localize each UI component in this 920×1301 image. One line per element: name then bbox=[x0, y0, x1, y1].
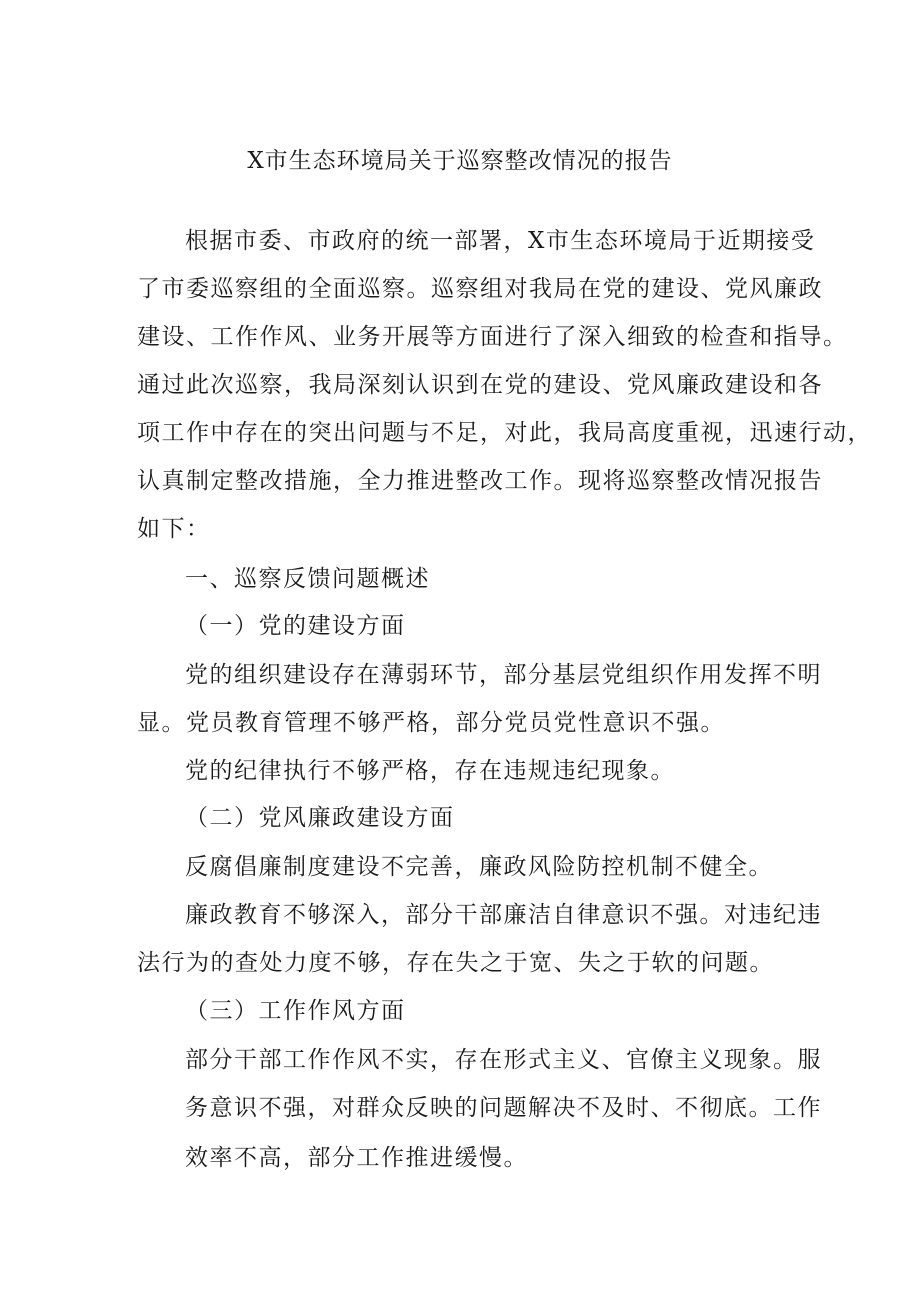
paragraph-line: 根据市委、市政府的统一部署，X市生态环境局于近期接受 bbox=[185, 228, 816, 254]
subsection-heading: （二）党风廉政建设方面 bbox=[185, 805, 455, 831]
paragraph-line: 廉政教育不够深入，部分干部廉洁自律意识不强。对违纪违 bbox=[185, 902, 822, 928]
paragraph-line: 反腐倡廉制度建设不完善，廉政风险防控机制不健全。 bbox=[185, 854, 773, 880]
paragraph-line: 了市委巡察组的全面巡察。巡察组对我局在党的建设、党风廉政 bbox=[137, 276, 823, 302]
subsection-heading: （一）党的建设方面 bbox=[185, 613, 406, 639]
paragraph-line: 显。党员教育管理不够严格，部分党员党性意识不强。 bbox=[137, 710, 725, 736]
subsection-heading: （三）工作作风方面 bbox=[185, 998, 406, 1024]
section-heading: 一、巡察反馈问题概述 bbox=[185, 566, 430, 592]
paragraph-line: 党的纪律执行不够严格，存在违规违纪现象。 bbox=[185, 758, 675, 784]
paragraph-line: 认真制定整改措施，全力推进整改工作。现将巡察整改情况报告 bbox=[137, 468, 823, 494]
paragraph-line: 党的组织建设存在薄弱环节，部分基层党组织作用发挥不明 bbox=[185, 662, 822, 688]
paragraph-line: 项工作中存在的突出问题与不足，对此，我局高度重视，迅速行动， bbox=[137, 420, 872, 446]
paragraph-line: 如下： bbox=[137, 516, 211, 542]
document-title: X市生态环境局关于巡察整改情况的报告 bbox=[247, 148, 673, 174]
paragraph-line: 部分干部工作作风不实，存在形式主义、官僚主义现象。服 bbox=[185, 1047, 822, 1073]
paragraph-line: 建设、工作作风、业务开展等方面进行了深入细致的检查和指导。 bbox=[137, 324, 848, 350]
paragraph-line: 法行为的查处力度不够，存在失之于宽、失之于软的问题。 bbox=[137, 950, 774, 976]
paragraph-line: 效率不高，部分工作推进缓慢。 bbox=[185, 1145, 528, 1171]
paragraph-line: 务意识不强，对群众反映的问题解决不及时、不彻底。工作 bbox=[185, 1095, 822, 1121]
paragraph-line: 通过此次巡察，我局深刻认识到在党的建设、党风廉政建设和各 bbox=[137, 372, 823, 398]
